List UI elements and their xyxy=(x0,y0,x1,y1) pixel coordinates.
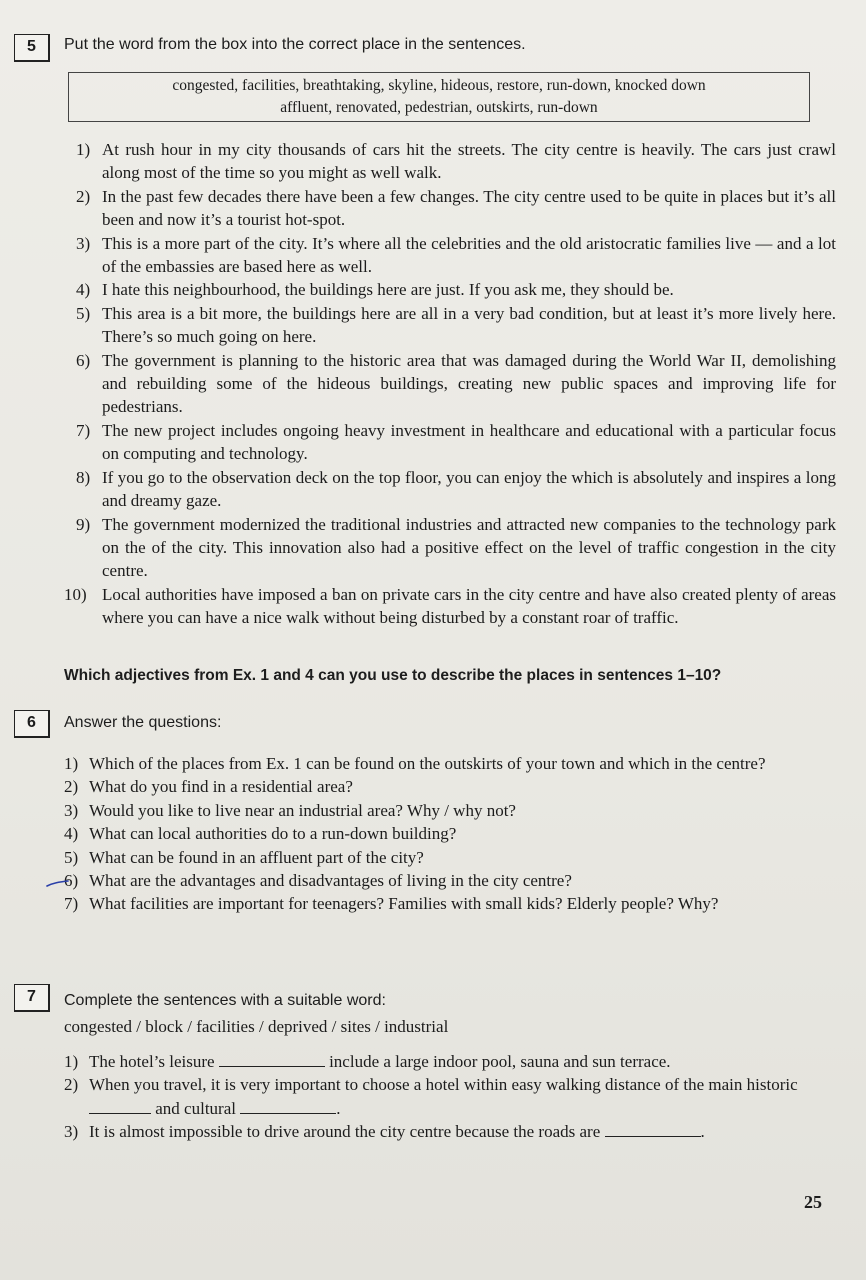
item-text: Which of the places from Ex. 1 can be found on the outskirts of your town and which in the centre? xyxy=(89,754,766,773)
item-text: The government is planning to the historic area that was damaged during the World War II, demolishing and rebuilding some of the hideous buildings, creating new public spaces and improving life for pedestrians. xyxy=(102,350,836,417)
exercise-7-word-list: congested / block / facilities / deprived / sites / industrial xyxy=(64,1017,449,1036)
item-text: Would you like to live near an industrial area? Why / why not? xyxy=(89,800,516,820)
text-segment: The hotel’s leisure xyxy=(89,1052,215,1071)
item-text: At rush hour in my city thousands of cars hit the streets. The city centre is heavily. The cars just crawl along most of the time so you might as well walk. xyxy=(102,140,836,183)
item-text: What can be found in an affluent part of the city? xyxy=(89,847,424,867)
list-item xyxy=(64,892,832,915)
item-text xyxy=(89,1073,832,1120)
item-number: 3) xyxy=(76,233,91,253)
exercise-5-followup: Which adjectives from Ex. 1 and 4 can you use to describe the places in sentences 1–10? xyxy=(64,667,722,684)
item-number: 5) xyxy=(76,303,91,323)
item-number: 2) xyxy=(64,777,79,797)
list-item xyxy=(64,1050,832,1073)
item-text: This area is a bit more, the buildings here are all in a very bad condition, but at least it’s more lively here. There’s so much going on here. xyxy=(102,303,836,347)
list-item xyxy=(64,869,832,892)
list-item xyxy=(76,349,836,419)
list-item xyxy=(64,1073,832,1120)
answer-blank[interactable] xyxy=(605,1122,701,1137)
page-number: 25 xyxy=(804,1192,822,1212)
item-number: 7) xyxy=(76,420,91,440)
list-item xyxy=(76,419,836,466)
item-number: 1) xyxy=(76,140,91,159)
exercise-5-instruction: Put the word from the box into the correct place in the sentences. xyxy=(64,36,526,53)
answer-blank[interactable] xyxy=(219,1052,325,1067)
item-number: 3) xyxy=(64,1122,79,1142)
item-number: 5) xyxy=(64,847,79,867)
text-segment: . xyxy=(336,1098,341,1118)
list-item xyxy=(76,278,836,301)
item-text: What do you find in a residential area? xyxy=(89,777,353,797)
item-text: What are the advantages and disadvantages of living in the city centre? xyxy=(89,871,572,891)
exercise-7-sentences xyxy=(64,1050,832,1144)
item-text: Local authorities have imposed a ban on private cars in the city centre and have also created plenty of areas where you can have a nice walk without being disturbed by a constant roar of traffic. xyxy=(102,584,836,628)
list-item xyxy=(76,302,836,349)
list-item xyxy=(76,185,836,232)
answer-blank[interactable] xyxy=(240,1099,336,1114)
word-box xyxy=(68,72,810,122)
exercise-6-number: 6 xyxy=(14,710,50,738)
item-number: 9) xyxy=(76,514,91,534)
exercise-7-instruction: Complete the sentences with a suitable word: xyxy=(64,992,386,1009)
list-item xyxy=(64,1120,832,1143)
item-text: In the past few decades there have been a few changes. The city centre used to be quite in places but it’s all been and now it’s a tourist hot-spot. xyxy=(102,186,836,230)
text-segment: and cultural xyxy=(155,1098,236,1118)
item-number: 3) xyxy=(64,800,79,820)
answer-blank[interactable] xyxy=(89,1099,151,1114)
list-item xyxy=(64,822,832,845)
item-number: 4) xyxy=(64,824,79,844)
exercise-5-number: 5 xyxy=(14,34,50,62)
list-item xyxy=(76,466,836,513)
text-segment: include a large indoor pool, sauna and sun terrace. xyxy=(329,1052,671,1071)
item-number: 6) xyxy=(76,350,91,370)
item-number: 7) xyxy=(64,894,79,914)
item-text: What can local authorities do to a run-down building? xyxy=(89,824,457,844)
item-text xyxy=(89,1050,832,1073)
item-text: This is a more part of the city. It’s where all the celebrities and the old aristocratic families live — and a lot of the embassies are based here as well. xyxy=(102,233,836,277)
item-number: 4) xyxy=(76,280,91,300)
word-box-line-2: affluent, renovated, pedestrian, outskirts, run-down xyxy=(280,99,598,116)
list-item xyxy=(76,232,836,279)
exercise-5-sentences xyxy=(64,138,836,630)
item-text xyxy=(89,1120,832,1143)
exercise-6-instruction: Answer the questions: xyxy=(64,714,222,731)
list-item xyxy=(64,846,832,869)
item-number: 1) xyxy=(64,1052,79,1071)
item-text: If you go to the observation deck on the top floor, you can enjoy the which is absolutely and inspires a long and dreamy gaze. xyxy=(102,467,836,511)
item-text: The new project includes ongoing heavy investment in healthcare and educational with a particular focus on computing and technology. xyxy=(102,420,836,464)
text-segment: It is almost impossible to drive around the city centre because the roads are xyxy=(89,1122,601,1142)
text-segment: When you travel, it is very important to choose a hotel within easy walking distance of the main historic xyxy=(89,1075,798,1095)
list-item xyxy=(64,583,836,630)
item-number: 2) xyxy=(64,1075,79,1095)
word-box-line-1: congested, facilities, breathtaking, skyline, hideous, restore, run-down, knocked down xyxy=(172,77,706,94)
item-number: 6) xyxy=(64,871,79,891)
list-item xyxy=(64,775,832,798)
exercise-6-questions xyxy=(64,752,832,916)
exercise-7-number: 7 xyxy=(14,984,50,1012)
item-number: 1) xyxy=(64,754,79,773)
list-item xyxy=(76,513,836,583)
list-item xyxy=(64,752,832,775)
pen-mark-icon xyxy=(46,879,70,889)
text-segment: . xyxy=(700,1122,705,1142)
item-text: What facilities are important for teenagers? Families with small kids? Elderly people? Why? xyxy=(89,894,719,914)
item-number: 8) xyxy=(76,467,91,487)
item-number: 2) xyxy=(76,186,91,206)
list-item xyxy=(64,799,832,822)
item-number: 10) xyxy=(64,584,87,604)
item-text: The government modernized the traditional industries and attracted new companies to the technology park on the of the city. This innovation also had a positive effect on the level of traffic congestion in the city centre. xyxy=(102,514,836,581)
list-item xyxy=(76,138,836,185)
item-text: I hate this neighbourhood, the buildings here are just. If you ask me, they should be. xyxy=(102,280,674,300)
